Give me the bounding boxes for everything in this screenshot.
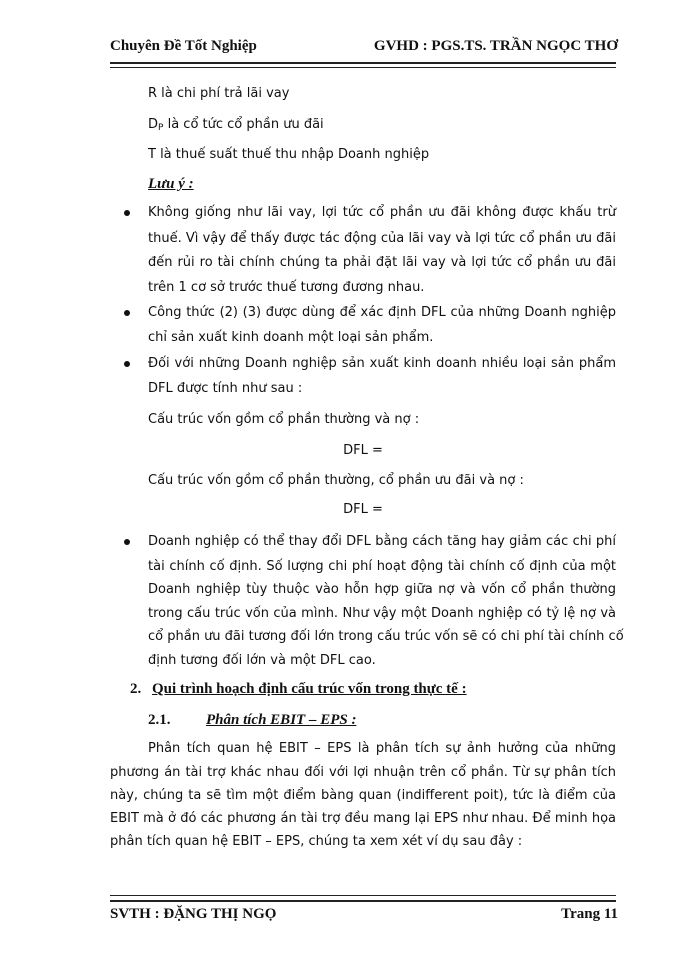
note-title: Lưu ý : <box>148 176 194 192</box>
bullet4-line: trong cấu trúc vốn của mình. Như vậy một Doanh nghiệp có tỷ lệ nợ và <box>148 606 616 621</box>
section-2-1-title: Phân tích EBIT – EPS : <box>206 712 357 728</box>
bullet4-line: định tương đối lớn và một DFL cao. <box>148 653 376 668</box>
paragraph-line: Phân tích quan hệ EBIT – EPS là phân tích sự ảnh hưởng của những <box>148 741 616 756</box>
capital-structure-1: Cấu trúc vốn gồm cổ phần thường và nợ : <box>148 412 420 427</box>
paragraph-line: này, chúng ta sẽ tìm một điểm bàng quan (indifferent poit), tức là điểm của <box>110 788 616 803</box>
bullet1-line: trên 1 cơ sở trước thuế tương đương nhau. <box>148 280 425 295</box>
definition-dp <box>148 117 324 136</box>
bullet4-line: tài chính cố định. Số lượng chi phí hoạt động tài chính cố định của một <box>148 559 616 574</box>
section-2-number: 2. <box>130 681 142 697</box>
bullet2-line: chỉ sản xuất kinh doanh một loại sản phẩm. <box>148 330 434 345</box>
header-supervisor: GVHD : PGS.TS. TRẦN NGỌC THƠ <box>373 38 618 54</box>
bullet2-line: Công thức (2) (3) được dùng để xác định DFL của những Doanh nghiệp <box>148 305 616 320</box>
dfl-formula-2: DFL = <box>343 502 383 517</box>
dfl-formula-1: DFL = <box>343 443 383 458</box>
bullet4-line: Doanh nghiệp tùy thuộc vào hỗn hợp giữa nợ và vốn cổ phần thường <box>148 582 616 597</box>
dp-subscript: P <box>158 123 164 133</box>
paragraph-line: phân tích quan hệ EBIT – EPS, chúng ta xem xét ví dụ sau đây : <box>110 834 523 849</box>
bullet3-line: Đối với những Doanh nghiệp sản xuất kinh doanh nhiều loại sản phẩm <box>148 356 616 371</box>
page-number: Trang 11 <box>561 906 618 922</box>
bullet-icon <box>124 361 130 367</box>
definition-t: T là thuế suất thuế thu nhập Doanh nghiệp <box>148 147 430 162</box>
bullet1-line: đến rủi ro tài chính chúng ta phải đặt lãi vay và lợi tức cổ phần ưu đãi <box>148 255 616 270</box>
bullet3-line: DFL được tính như sau : <box>148 381 303 396</box>
bullet4-line: cổ phần ưu đãi tương đối lớn trong cấu trúc vốn sẽ có chi phí tài chính cố <box>148 629 624 644</box>
header-rule <box>110 62 616 68</box>
bullet-icon <box>124 310 130 316</box>
dp-symbol: D <box>148 117 159 132</box>
bullet-icon <box>124 210 130 216</box>
bullet-icon <box>124 539 130 545</box>
paragraph-line: phương án tài trợ khác nhau đối với lợi nhuận trên cổ phần. Từ sự phân tích <box>110 765 616 780</box>
footer-student: SVTH : ĐẶNG THỊ NGỌ <box>110 906 277 922</box>
bullet1-line: Không giống như lãi vay, lợi tức cổ phần ưu đãi không được khấu trừ <box>148 205 616 220</box>
footer-rule <box>110 895 616 902</box>
paragraph-line: EBIT mà ở đó các phương án tài trợ đều mang lại EPS như nhau. Để minh họa <box>110 811 616 826</box>
capital-structure-2: Cấu trúc vốn gồm cổ phần thường, cổ phần ưu đãi và nợ : <box>148 473 524 488</box>
bullet1-line: thuế. Vì vậy để thấy được tác động của lãi vay và lợi tức cổ phần ưu đãi <box>148 231 616 246</box>
section-2-1-number: 2.1. <box>148 712 171 728</box>
definition-r: R là chi phí trả lãi vay <box>148 86 290 101</box>
header-title: Chuyên Đề Tốt Nghiệp <box>110 38 257 54</box>
dp-text: là cổ tức cổ phần ưu đãi <box>163 117 324 132</box>
bullet4-line: Doanh nghiệp có thể thay đổi DFL bằng cách tăng hay giảm các chi phí <box>148 534 616 549</box>
section-2-title: Qui trình hoạch định cấu trúc vốn trong thực tế : <box>152 681 467 697</box>
